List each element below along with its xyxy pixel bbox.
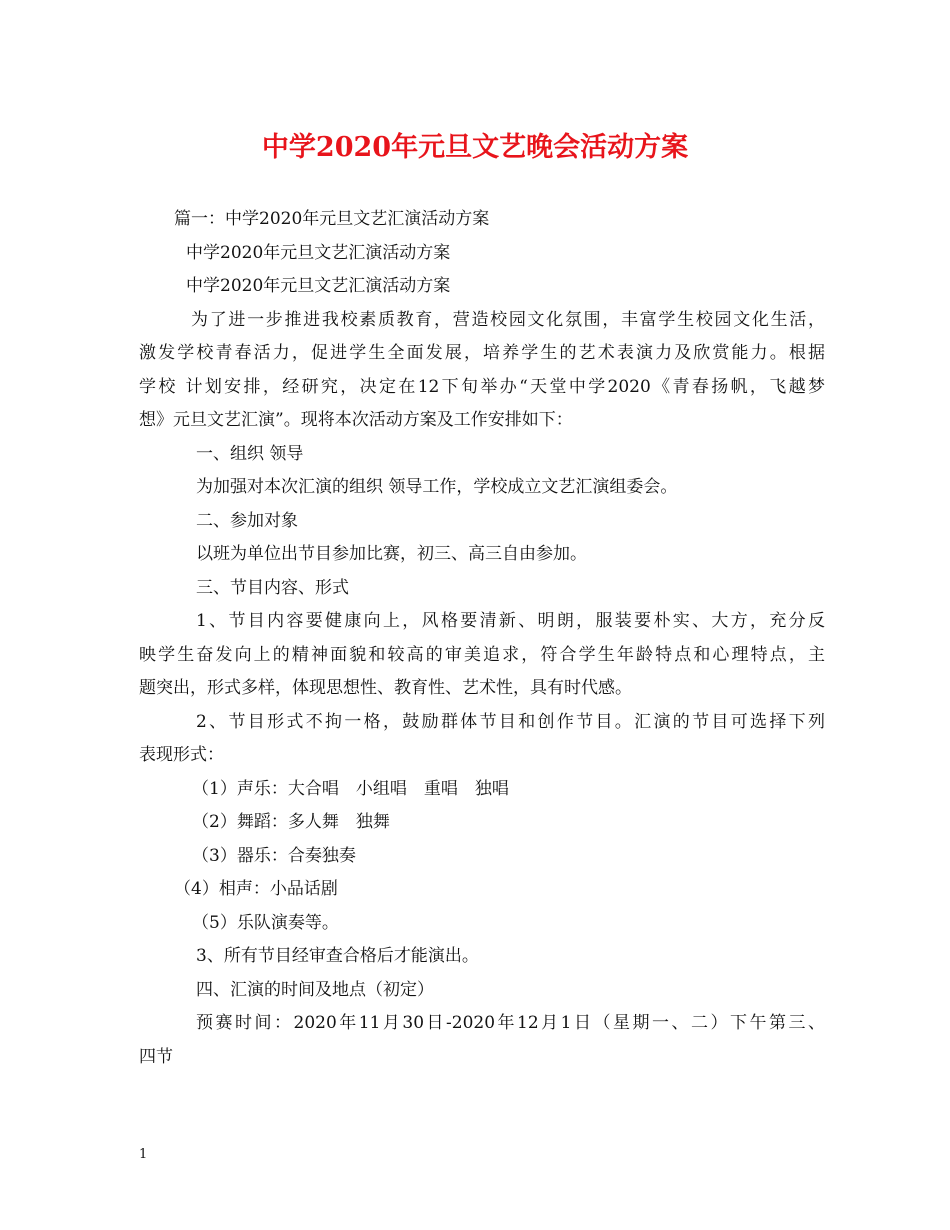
paragraph-line: 1、节目内容要健康向上，风格要清新、明朗，服装要朴实、大方，充分反: [196, 611, 825, 631]
section-heading: 一、组织 领导: [196, 443, 304, 464]
list-item: （5）乐队演奏等。: [192, 912, 339, 933]
paragraph-line: 表现形式：: [139, 745, 224, 765]
document-body: [139, 203, 825, 1074]
paragraph-line: 2、节目形式不拘一格，鼓励群体节目和创作节目。汇演的节目可选择下列: [196, 711, 825, 732]
section-heading: 二、参加对象: [196, 510, 298, 531]
subtitle-line: 中学2020年元旦文艺汇演活动方案: [186, 276, 451, 296]
list-item: （2）舞蹈：多人舞 独舞: [192, 812, 390, 832]
paragraph-line: 预赛时间：2020年11月30日-2020年12月1日（星期一、二）下午第三、: [196, 1013, 825, 1033]
list-item: （4）相声：小品话剧: [174, 879, 338, 899]
paragraph-line: 四节: [139, 1046, 173, 1067]
section-heading-article-one: 篇一：中学2020年元旦文艺汇演活动方案: [174, 209, 490, 229]
paragraph-line: 为了进一步推进我校素质教育，营造校园文化氛围，丰富学生校园文化生活，: [191, 309, 825, 330]
paragraph-line: 3、所有节目经审查合格后才能演出。: [196, 946, 479, 966]
section-heading: 三、节目内容、形式: [196, 577, 349, 598]
paragraph-line: 题突出，形式多样，体现思想性、教育性、艺术性，具有时代感。: [139, 678, 632, 698]
document-title: 中学2020年元旦文艺晚会活动方案: [261, 132, 689, 163]
page-number: 1: [139, 1147, 148, 1162]
subtitle-line: 中学2020年元旦文艺汇演活动方案: [186, 242, 451, 263]
paragraph-line: 映学生奋发向上的精神面貌和较高的审美追求，符合学生年龄特点和心理特点，主: [139, 644, 825, 665]
list-item: （3）器乐：合奏独奏: [192, 845, 356, 866]
paragraph-line: 以班为单位出节目参加比赛，初三、高三自由参加。: [196, 544, 587, 564]
paragraph-line: 想》元旦文艺汇演”。现将本次活动方案及工作安排如下：: [139, 410, 573, 430]
paragraph-line: 为加强对本次汇演的组织 领导工作，学校成立文艺汇演组委会。: [196, 477, 678, 497]
paragraph-line: 激发学校青春活力，促进学生全面发展，培养学生的艺术表演力及欣赏能力。根据: [139, 343, 825, 363]
section-heading: 四、汇演的时间及地点（初定）: [196, 979, 434, 1000]
list-item: （1）声乐：大合唱 小组唱 重唱 独唱: [192, 778, 509, 799]
paragraph-line: 学校 计划安排，经研究，决定在12下旬举办“天堂中学2020《青春扬帆，飞越梦: [139, 376, 825, 397]
